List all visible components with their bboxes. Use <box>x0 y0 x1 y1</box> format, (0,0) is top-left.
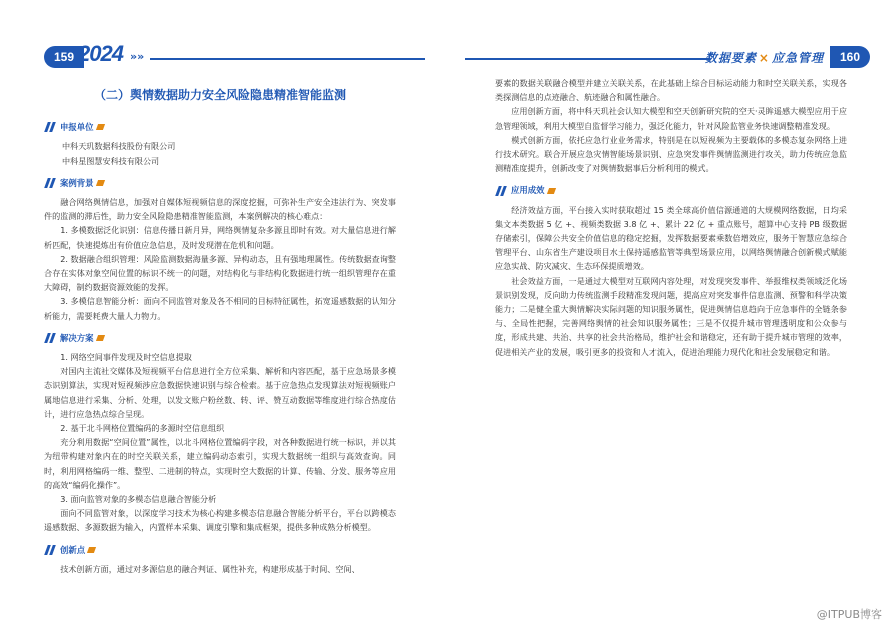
social-benefit: 社会效益方面，一是通过大模型对互联网内容处理，对发现突发事件、举报维权类领域泛化场景识别发现，反向助力传统监测手段精准发现问题，提高应对突发事件信息监测、预警和科学决策能力；二是健全重大舆情解决实际问题的知识服务属性，促进舆情信息趋向于应急事件的全链条参与、全局性把握，完善网络舆情的社会知识服务属性；三是不仅提升城市管理透明度和公众参与度，形成共建、共治、共享的社会共治格局，维护社会和谐稳定，还有助于提升城市管理的效率，促进相关产业的发展，吸引更多的投资和人才流入，促进治理能力现代化和社会发展稳定和谐。 <box>495 275 847 357</box>
right-page-number: 160 <box>830 46 870 68</box>
left-page-number: 159 <box>44 46 84 68</box>
heading-tail-icon <box>95 180 104 186</box>
left-header-rule <box>150 58 425 60</box>
solution-heading <box>44 331 396 345</box>
background-point-3: 3. 多模信息智能分析：面向不同监管对象及各不相同的目标特征属性，拓宽遥感数据的认知分析能力，需要耗费大量人力物力。 <box>44 296 396 321</box>
right-page-header <box>445 46 890 68</box>
heading-slash-icon <box>495 186 507 196</box>
solution-1-body: 对国内主流社交媒体及短视频平台信息进行全方位采集、解析和内容匹配，基于应急场景多模态识别算法，实现对短视频涉应急数据快速识别与综合检索。基于应急热点发现算法对短视频账户属地信息进行采集、分析、处理，以发文账户粉丝数、转、评、赞互动数据等维度进行综合热度估计，进行应急热点综合呈现。 <box>44 366 396 419</box>
series-title-separator: × <box>758 51 770 65</box>
continued-body: 要素的数据关联融合模型并建立关联关系，在此基础上综合目标运动能力和时空关联关系，实现各类探测信息的点迹融合、航迹融合和属性融合。 <box>495 78 847 103</box>
series-title-part1: 数据要素 <box>704 51 757 65</box>
economic-benefit: 经济效益方面，平台接入实时获取超过 15 类全球高价值信源通道的大规模网络数据，日均采集文本类数据 5 亿 +、视频类数据 3.8 亿 +、累计 22 亿 + 重点账号，超算中心支持 PB 级数据存储索引，保障公共安全价值信息的稳定挖掘，发挥数据要素乘数倍增效应，服务于智慧应急综合管理平台、山东省生产建设项目水土保持遥感监管等典型场景应用，以网络舆情融合创新模式赋能应急实战、防灾减灾、生态环保提质增效。 <box>495 204 847 272</box>
right-header-rule <box>465 58 710 60</box>
reporter-heading <box>44 120 396 134</box>
reporter-1: 中科天玑数据科技股份有限公司 <box>62 141 176 152</box>
application-innovation: 应用创新方面，将中科天玑社会认知大模型和空天创新研究院的空天·灵眸遥感大模型应用于应急管理领域，利用大模型自监督学习能力，强泛化能力，针对风险监管业务快速调整精准发现。 <box>495 106 847 131</box>
series-title <box>705 49 824 66</box>
background-intro: 融合网络舆情信息，加强对自媒体短视频信息的深度挖掘，可弥补生产安全违法行为、突发事件的监测的滞后性，助力安全风险隐患精准智能监测，本案例解决的核心难点： <box>44 197 396 222</box>
right-page-content <box>495 76 847 359</box>
solution-3-title: 3. 面向监管对象的多模态信息融合智能分析 <box>60 494 217 505</box>
watermark: @ITPUB博客 <box>816 608 882 621</box>
heading-tail-icon <box>546 188 555 194</box>
background-heading-label: 案例背景 <box>60 177 94 188</box>
innovation-heading-label: 创新点 <box>60 544 86 555</box>
solution-1-title: 1. 网络空间事件发现及时空信息提取 <box>60 352 192 363</box>
mode-innovation: 模式创新方面，依托应急行业业务需求，特别是在以短视频为主要载体的多模态复杂网络上进行技术研究。联合开展应急灾情智能场景识别、应急突发事件舆情监测进行攻关，助力传统应急监测精准度提升，创新改变了对舆情数据事后分析利用的模式。 <box>495 134 847 174</box>
heading-slash-icon <box>44 122 56 132</box>
heading-slash-icon <box>44 178 56 188</box>
solution-2-title: 2. 基于北斗网格位置编码的多源时空信息组织 <box>60 423 225 434</box>
reporter-2: 中科星图慧安科技有限公司 <box>62 155 160 166</box>
heading-slash-icon <box>44 545 56 555</box>
innovation-body: 技术创新方面，通过对多源信息的融合判证、属性补充，构建形成基于时间、空间、 <box>60 563 360 574</box>
results-heading-label: 应用成效 <box>511 185 545 196</box>
results-heading <box>495 183 847 197</box>
section-title: （二）舆情数据助力安全风险隐患精准智能监测 <box>93 88 346 102</box>
solution-heading-label: 解决方案 <box>60 332 94 343</box>
year-logo: 2024 <box>78 41 123 66</box>
solution-3-body: 面向不同监管对象，以深度学习技术为核心构建多模态信息融合智能分析平台，平台以跨模态遥感数据、多源数据为输入，内置样本采集、调度引擎和集成框架，提供多种成熟分析模型。 <box>44 508 396 533</box>
background-point-1: 1. 多模数据泛化识别：信息传播日新月异，网络舆情复杂多源且即时有效。对大量信息进行解析匹配，快速提炼出有价值应急信息，及时发现潜在危机和问题。 <box>44 225 396 250</box>
reporter-heading-label: 申报单位 <box>60 122 94 133</box>
logo-arrows: »» <box>130 50 145 63</box>
left-page-content <box>44 86 396 576</box>
innovation-heading <box>44 543 396 557</box>
background-point-2: 2. 数据融合组织管理：风险监测数据海量多源、异构动态，且有强地理属性。传统数据查询整合存在实体对象空间位置的标识不统一的问题，对结构化与非结构化数据进行统一组织管理存在重大障碍，制约数据资源效能的发挥。 <box>44 253 396 293</box>
left-page-header <box>0 41 445 68</box>
heading-slash-icon <box>44 333 56 343</box>
heading-tail-icon <box>95 124 104 130</box>
solution-2-body: 充分利用数据“空间位置”属性，以北斗网格位置编码字段，对各种数据进行统一标识，并以其为纽带构建对象内在的时空关联关系，建立编码动态索引，实现大数据统一组织与高效查询。同时，利用网格编码一维、整型、二进制的特点，实现时空大数据的计算、传输、分发、服务等应用的高效“编码化操作”。 <box>44 437 396 490</box>
heading-tail-icon <box>95 335 104 341</box>
background-heading <box>44 176 396 190</box>
heading-tail-icon <box>87 547 96 553</box>
series-title-part2: 应急管理 <box>771 51 824 65</box>
